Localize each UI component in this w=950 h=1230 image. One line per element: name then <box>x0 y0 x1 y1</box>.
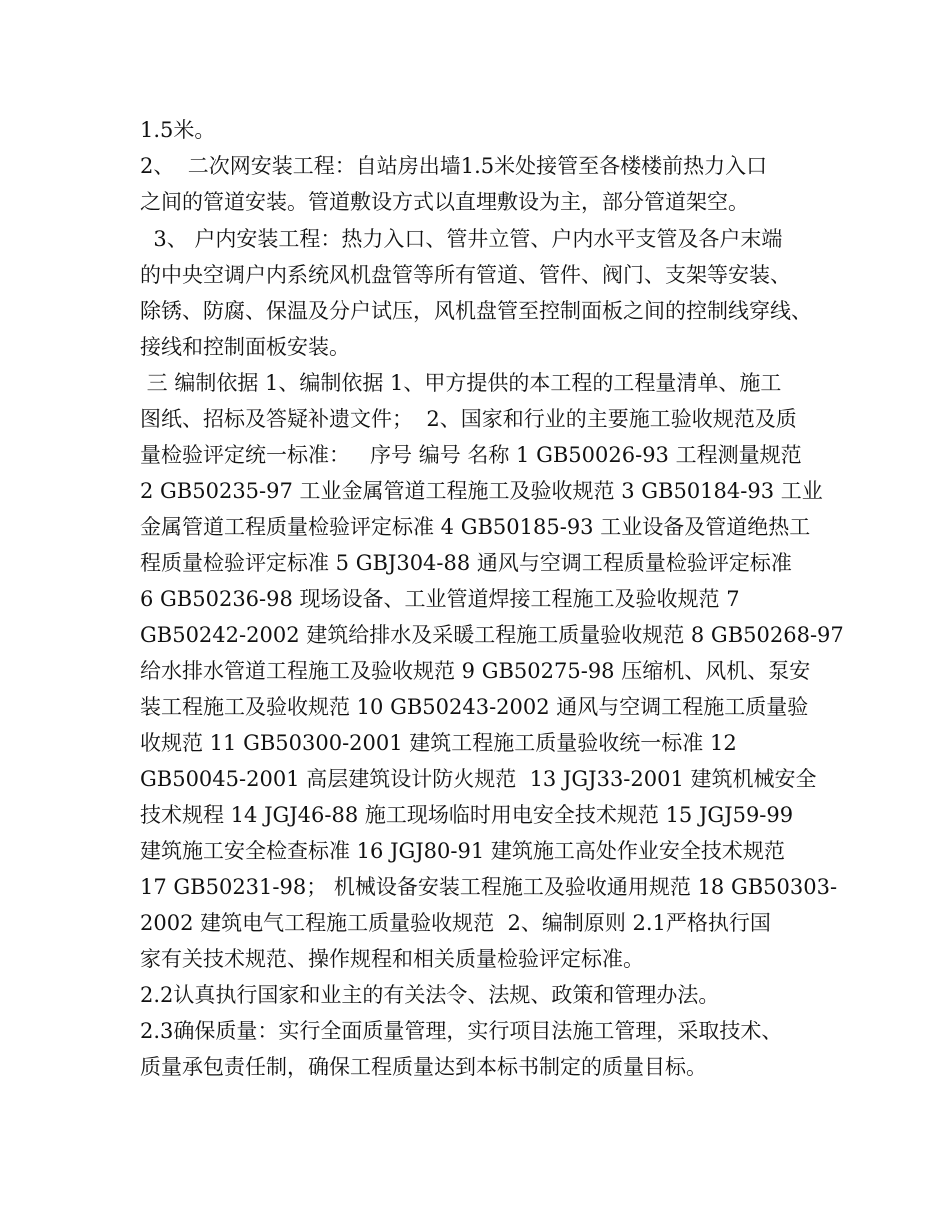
text-line: 17 GB50231-98； 机械设备安装工程施工及验收通用规范 18 GB50303- <box>140 875 838 899</box>
text-line: GB50242-2002 建筑给排水及采暖工程施工质量验收规范 8 GB50268-97 <box>140 623 844 647</box>
text-line: 技术规程 14 JGJ46-88 施工现场临时用电安全技术规范 15 JGJ59-99 <box>140 803 794 827</box>
text-line: 程质量检验评定标准 5 GBJ304-88 通风与空调工程质量检验评定标准 <box>140 551 792 575</box>
text-line: 三 编制依据 1、编制依据 1、甲方提供的本工程的工程量清单、施工 <box>140 371 782 395</box>
text-line: 收规范 11 GB50300-2001 建筑工程施工质量验收统一标准 12 <box>140 731 737 755</box>
text-line: GB50045-2001 高层建筑设计防火规范 13 JGJ33-2001 建筑机械安全 <box>140 767 817 791</box>
text-line: 装工程施工及验收规范 10 GB50243-2002 通风与空调工程施工质量验 <box>140 695 809 719</box>
text-line: 2.3确保质量：实行全面质量管理，实行项目法施工管理，采取技术、 <box>140 1019 783 1043</box>
text-line: 图纸、招标及答疑补遗文件； 2、国家和行业的主要施工验收规范及质 <box>140 407 797 431</box>
text-line: 给水排水管道工程施工及验收规范 9 GB50275-98 压缩机、风机、泵安 <box>140 659 811 683</box>
text-line: 除锈、防腐、保温及分户试压，风机盘管至控制面板之间的控制线穿线、 <box>140 299 812 323</box>
text-line: 的中央空调户内系统风机盘管等所有管道、管件、阀门、支架等安装、 <box>140 263 791 287</box>
text-line: 2 GB50235-97 工业金属管道工程施工及验收规范 3 GB50184-93 工业 <box>140 479 823 503</box>
text-line: 质量承包责任制，确保工程质量达到本标书制定的质量目标。 <box>140 1055 707 1079</box>
text-line: 金属管道工程质量检验评定标准 4 GB50185-93 工业设备及管道绝热工 <box>140 515 811 539</box>
text-line: 家有关技术规范、操作规程和相关质量检验评定标准。 <box>140 947 644 971</box>
text-line: 建筑施工安全检查标准 16 JGJ80-91 建筑施工高处作业安全技术规范 <box>140 839 785 863</box>
text-line: 量检验评定统一标准： 序号 编号 名称 1 GB50026-93 工程测量规范 <box>140 443 802 467</box>
text-line: 之间的管道安装。管道敷设方式以直埋敷设为主，部分管道架空。 <box>140 190 749 214</box>
text-line: 接线和控制面板安装。 <box>140 335 350 359</box>
text-line: 6 GB50236-98 现场设备、工业管道焊接工程施工及验收规范 7 <box>140 587 740 611</box>
text-line: 2.2认真执行国家和业主的有关法令、法规、政策和管理办法。 <box>140 983 720 1007</box>
text-line: 2002 建筑电气工程施工质量验收规范 2、编制原则 2.1严格执行国 <box>140 911 771 935</box>
text-line: 3、 户内安装工程：热力入口、管井立管、户内水平支管及各户末端 <box>140 227 783 251</box>
text-line: 2、 二次网安装工程：自站房出墙1.5米处接管至各楼楼前热力入口 <box>140 154 768 178</box>
text-line: 1.5米。 <box>140 118 216 142</box>
